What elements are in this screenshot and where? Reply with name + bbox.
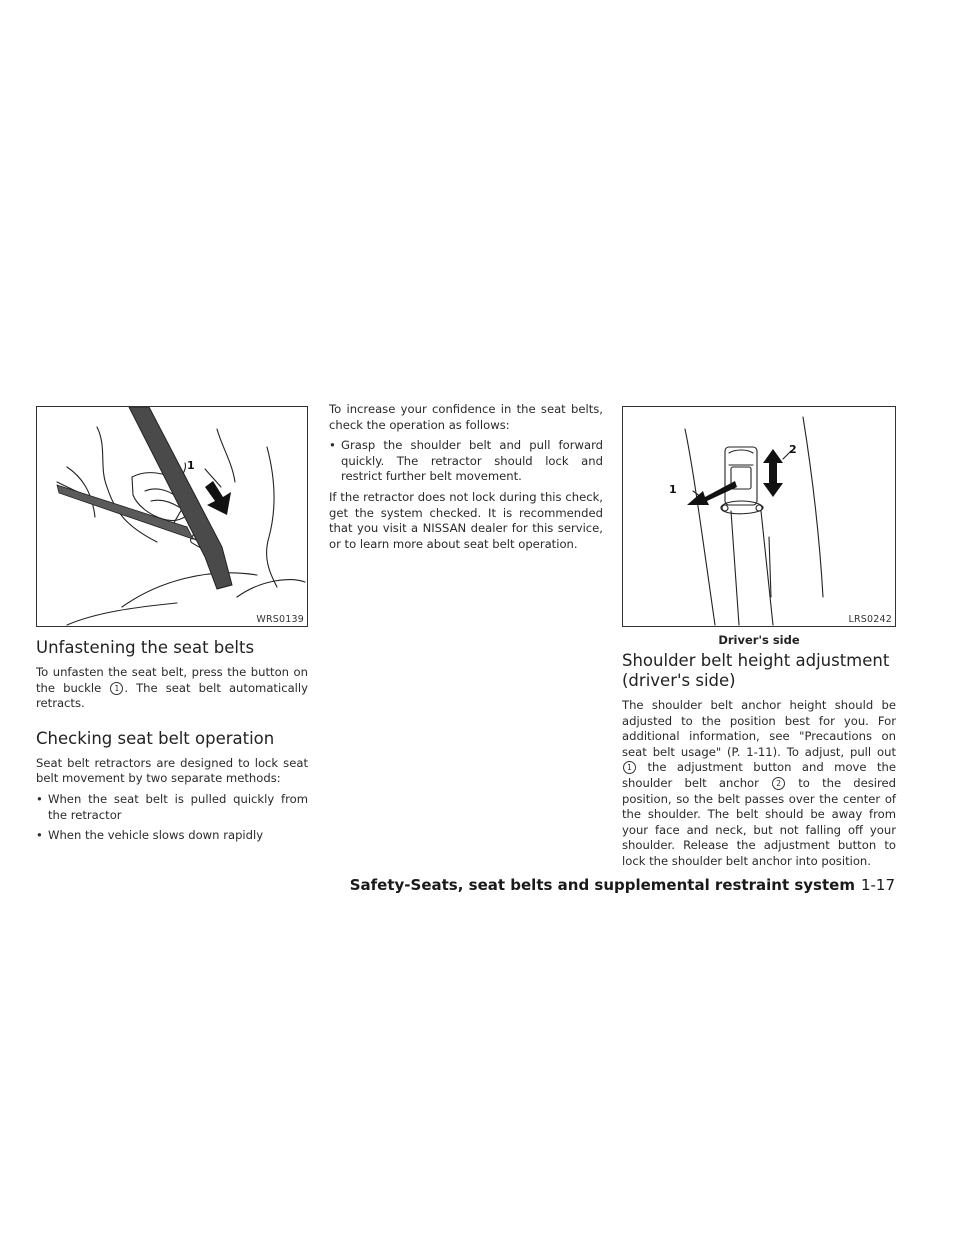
list-lock-methods bbox=[36, 792, 308, 844]
figure-code: WRS0139 bbox=[256, 614, 304, 625]
footer-section-title: Safety-Seats, seat belts and supplemental restraint system bbox=[349, 876, 855, 894]
page-footer bbox=[350, 876, 895, 894]
heading-unfastening: Unfastening the seat belts bbox=[36, 638, 255, 657]
paragraph-not-lock: If the retractor does not lock during this check, get the system checked. It is recommended that you visit a NISSAN dealer for this service, or to learn more about seat belt operation. bbox=[329, 489, 603, 551]
callout-1-label: 1 bbox=[187, 459, 195, 472]
figure-code: LRS0242 bbox=[848, 614, 892, 625]
height-text-2: the adjustment button and move the shoulder belt anchor bbox=[622, 760, 897, 790]
paragraph-checking-intro: Seat belt retractors are designed to lock seat belt movement by two separate methods: bbox=[36, 755, 308, 786]
list-check bbox=[329, 438, 603, 485]
callout-2-label: 2 bbox=[789, 443, 797, 456]
reference-marker-1: 1 bbox=[110, 682, 123, 695]
reference-marker-1: 1 bbox=[623, 761, 636, 774]
list-item: • Grasp the shoulder belt and pull forward quickly. The retractor should lock and restrict further belt movement. bbox=[329, 438, 603, 485]
list-item: • When the vehicle slows down rapidly bbox=[36, 828, 308, 844]
shoulder-belt-anchor-illustration bbox=[623, 407, 895, 626]
height-text-1: The shoulder belt anchor height should be adjusted to the position best for you. For additional information, see "Precautions on seat belt usage" (P. 1-11). To adjust, pull out bbox=[622, 698, 896, 759]
unfastening-text-2: . The seat belt automatically retracts. bbox=[36, 680, 308, 711]
figure-unfastening-seat-belt bbox=[36, 406, 308, 627]
list-item: • When the seat belt is pulled quickly from the retractor bbox=[36, 792, 308, 823]
callout-1-label: 1 bbox=[669, 483, 677, 496]
reference-marker-2: 2 bbox=[772, 777, 785, 790]
column-left bbox=[36, 406, 308, 849]
unfastening-text-1: To unfasten the seat belt, press the button on the buckle bbox=[36, 665, 308, 695]
paragraph-height-adjustment bbox=[622, 698, 896, 870]
page-number: 1-17 bbox=[860, 876, 895, 894]
paragraph-confidence: To increase your confidence in the seat belts, check the operation as follows: bbox=[329, 402, 603, 432]
figure-shoulder-belt-height bbox=[622, 406, 896, 627]
column-middle bbox=[329, 402, 603, 552]
height-text-3: to the desired position, so the belt passes over the center of the shoulder. The belt should be away from your face and neck, but not falling off your shoulder. Release the adjustment button to lock the shoulder belt anchor into position. bbox=[622, 775, 897, 868]
heading-checking: Checking seat belt operation bbox=[36, 728, 275, 748]
seat-belt-buckle-illustration bbox=[37, 407, 307, 626]
paragraph-unfastening bbox=[36, 665, 308, 712]
figure-caption: Driver's side bbox=[718, 633, 800, 647]
column-right bbox=[622, 406, 896, 870]
heading-height-adjustment: Shoulder belt height adjustment (driver's side) bbox=[622, 651, 890, 690]
